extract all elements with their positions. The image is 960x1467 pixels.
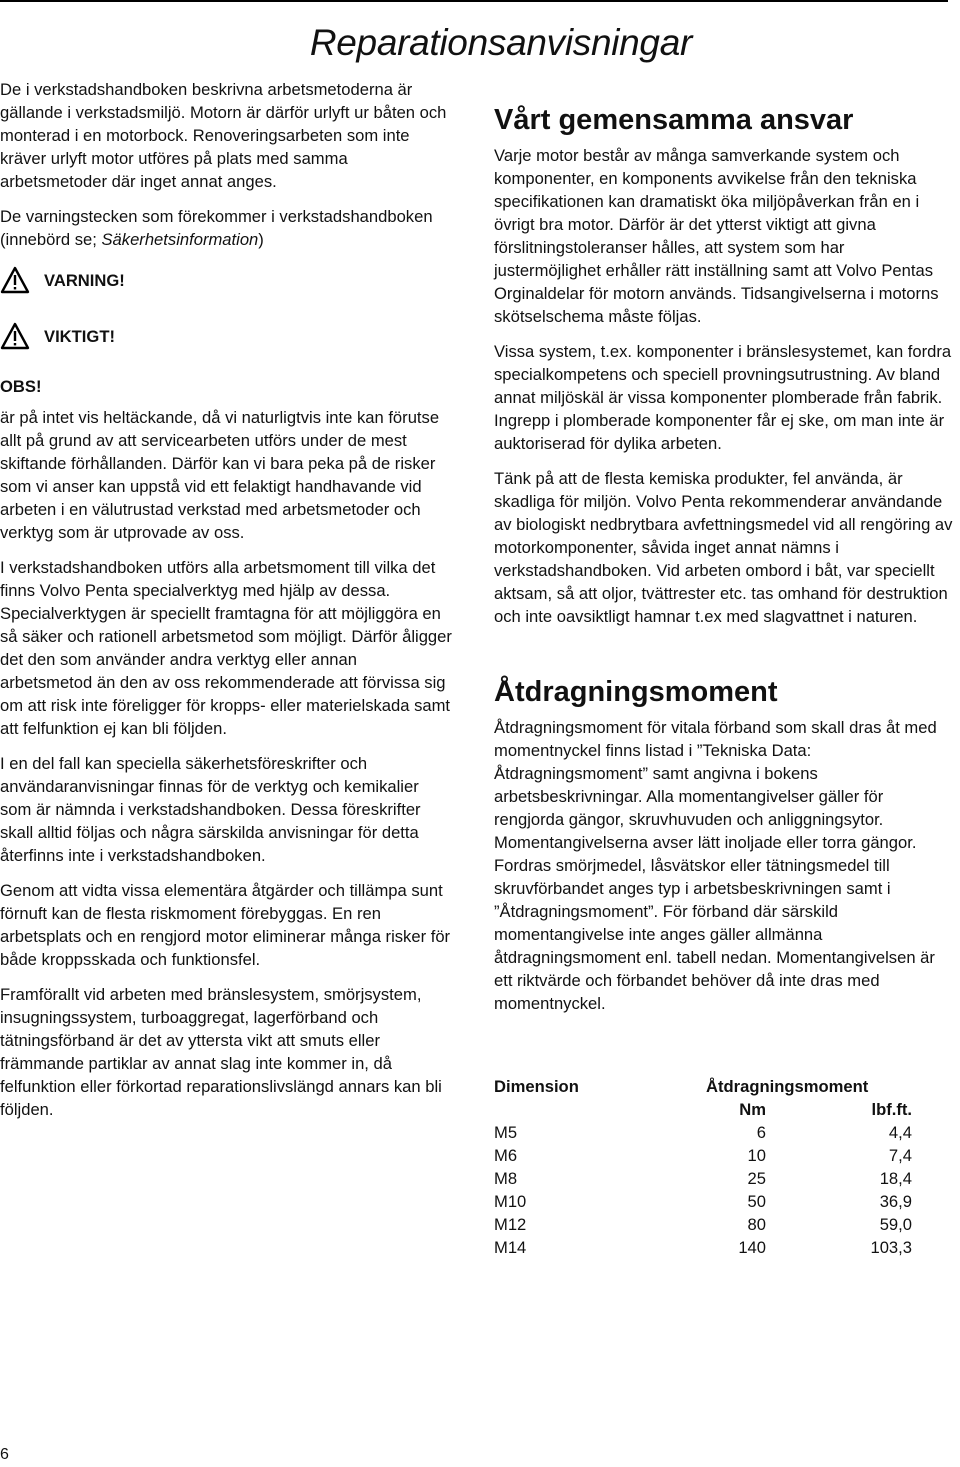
responsibility-paragraph-1: Varje motor består av många samverkande system och komponenter, en komponents avvikelse från den tekniska specifikationen kan dramatiskt öka miljöpåverkan från en i övrigt bra motor. Därför är det ytterst viktigt att givna förslitningstoleranser hålles, att system som har justermöjlighet erhåller rätt inställning samt att Volvo Pentas Orginaldelar för motorn används. Tidsangivelserna i motorns skötselschema måste följas.: [494, 146, 939, 326]
col-dimension: Dimension: [494, 1077, 579, 1096]
heading-common-responsibility: Vårt gemensamma ansvar: [494, 104, 854, 136]
cell-nm: 6: [756, 1123, 766, 1142]
important-label: VIKTIGT!: [44, 326, 115, 346]
torque-table-header: [494, 1075, 912, 1098]
table-row: [494, 1236, 912, 1259]
responsibility-paragraph-3: Tänk på att de flesta kemiska produkter, fel använda, är skadliga för miljön. Volvo Penta rekommenderar användande av biologiskt nedbrytbara avfettningsmedel vid all rengöring av motorkomponenter, såvida inget annat nämns i verkstadshandboken. Vid arbeten ombord i båt, var speciellt aktsam, så att oljor, tvättrester etc. tas omhand för destruktion och inte oavsiktligt hamnar t.ex med slagvattnet i naturen.: [494, 469, 953, 626]
page-title: Reparationsanvisningar: [309, 22, 692, 63]
torque-table: [494, 1075, 912, 1259]
paragraph-1: är på intet vis heltäckande, då vi naturligtvis inte kan förutse allt på grund av att servicearbeten utförs under de mest skiftande förhållanden. Därför kan vi bara peka på de risker som vi anser kan uppstå vid ett felaktigt handhavande vid arbeten i en välutrustad verkstad med arbetsmetoder och verktyg som är utprovade av oss.: [0, 408, 440, 542]
table-row: [494, 1144, 912, 1167]
cell-dim: M10: [494, 1192, 527, 1211]
cell-lbf: 18,4: [879, 1169, 912, 1188]
unit-lbf: lbf.ft.: [871, 1100, 912, 1119]
obs-label: OBS!: [0, 377, 42, 396]
paragraph-4: Genom att vidta vissa elementära åtgärder och tillämpa sunt förnuft kan de flesta riskmoment förebyggas. En ren arbetsplats och en rengjord motor eliminerar många risker för både kroppsskada och funktionsfel.: [0, 881, 451, 969]
warnings-intro-paragraph: [0, 205, 452, 251]
col-torque: Åtdragningsmoment: [706, 1077, 869, 1096]
torque-paragraph: Åtdragningsmoment för vitala förband som skall dras åt med momentnyckel finns listad i ”Tekniska Data: Åtdragningsmoment” samt angivna i bokens arbetsbeskrivningar. Alla momentangivelser gäller för rengjorda gängor, skruvhuvuden och anliggningsytor. Momentangivelserna avser lätt inoljade eller torra gängor. Fordras smörjmedel, låsvätskor eller tätningsmedel till skruvförbandet anges typ i arbetsbeskrivningen samt i ”Åtdragningsmoment”. För förband där särskild momentangivelse inte anges gäller allmänna åtdragningsmoment enl. tabell nedan. Momentangivelsen är ett riktvärde och förbandet behöver då inte dras med momentnyckel.: [494, 718, 937, 1013]
page-number: 6: [0, 1446, 9, 1463]
responsibility-paragraph-2: Vissa system, t.ex. komponenter i bränslesystemet, kan fordra specialkompetens och speciell provningsutrustning. Av bland annat miljöskäl är vissa komponenter plomberade från fabrik. Ingrepp i plomberade komponenter får ej ske, om man inte är auktoriserad för dylika arbeten.: [494, 342, 952, 453]
cell-lbf: 7,4: [888, 1146, 912, 1165]
torque-table-units: [494, 1098, 912, 1121]
cell-nm: 80: [747, 1215, 766, 1234]
cell-lbf: 59,0: [879, 1215, 912, 1234]
cell-nm: 10: [747, 1146, 766, 1165]
table-row: [494, 1167, 912, 1190]
paragraph-2: I verkstadshandboken utförs alla arbetsmoment till vilka det finns Volvo Penta specialverktyg med hjälp av dessa. Specialverktygen är speciellt framtagna för att möjliggöra en så säker och rationell arbetsmetod som möjligt. Därför åligger det den som använder andra verktyg eller annan arbetsmetod än den av oss rekommenderade att förvissa sig om att risk inte föreligger för kropps- eller materielskada samt att felfunktion ej kan bli följden.: [0, 558, 452, 738]
cell-dim: M5: [494, 1123, 518, 1142]
cell-dim: M14: [494, 1238, 527, 1257]
left-column: [0, 78, 452, 1133]
cell-dim: M8: [494, 1169, 518, 1188]
top-rule: [0, 0, 948, 2]
cell-nm: 50: [747, 1192, 766, 1211]
warnings-intro-text: De varningstecken som förekommer i verkstadshandboken (innebörd se;: [0, 207, 433, 249]
cell-lbf: 4,4: [888, 1123, 912, 1142]
table-row: [494, 1190, 912, 1213]
table-row: [494, 1121, 912, 1144]
intro-paragraph: De i verkstadshandboken beskrivna arbetsmetoderna är gällande i verkstadsmiljö. Motorn är därför urlyft ur båten och monterad i en motorbock. Renoveringsarbeten som inte kräver urlyft motor utföres på plats med samma arbetsmetoder där inget annat anges.: [0, 80, 447, 191]
important-triangle-icon: [0, 322, 30, 350]
table-row: [494, 1213, 912, 1236]
paragraph-5: Framförallt vid arbeten med bränslesystem, smörjsystem, insugningssystem, turboaggregat, lagerförband och tätningsförband är det av yttersta vikt att smuts eller främmande partiklar av annat slag inte kommer in, då felfunktion eller förkortad reparationslivslängd annars kan bli följden.: [0, 985, 442, 1119]
warning-label: VARNING!: [44, 270, 125, 290]
heading-torque: Åtdragningsmoment: [494, 676, 778, 708]
cell-lbf: 36,9: [879, 1192, 912, 1211]
warnings-intro-end: ): [258, 230, 264, 249]
cell-nm: 25: [747, 1169, 766, 1188]
safety-info-reference: Säkerhetsinformation: [101, 230, 259, 249]
important-row: [0, 319, 452, 353]
cell-nm: 140: [738, 1238, 766, 1257]
unit-nm: Nm: [739, 1100, 766, 1119]
cell-dim: M12: [494, 1215, 527, 1234]
warning-triangle-icon: [0, 266, 30, 294]
warning-row: [0, 263, 452, 297]
cell-lbf: 103,3: [870, 1238, 912, 1257]
paragraph-3: I en del fall kan speciella säkerhetsföreskrifter och användaranvisningar finnas för de verktyg och kemikalier som är nämnda i verkstadshandboken. Dessa föreskrifter skall alltid följas och några särskilda anvisningar för detta återfinns inte i verkstadshandboken.: [0, 754, 421, 865]
cell-dim: M6: [494, 1146, 518, 1165]
right-column: [494, 78, 956, 1259]
